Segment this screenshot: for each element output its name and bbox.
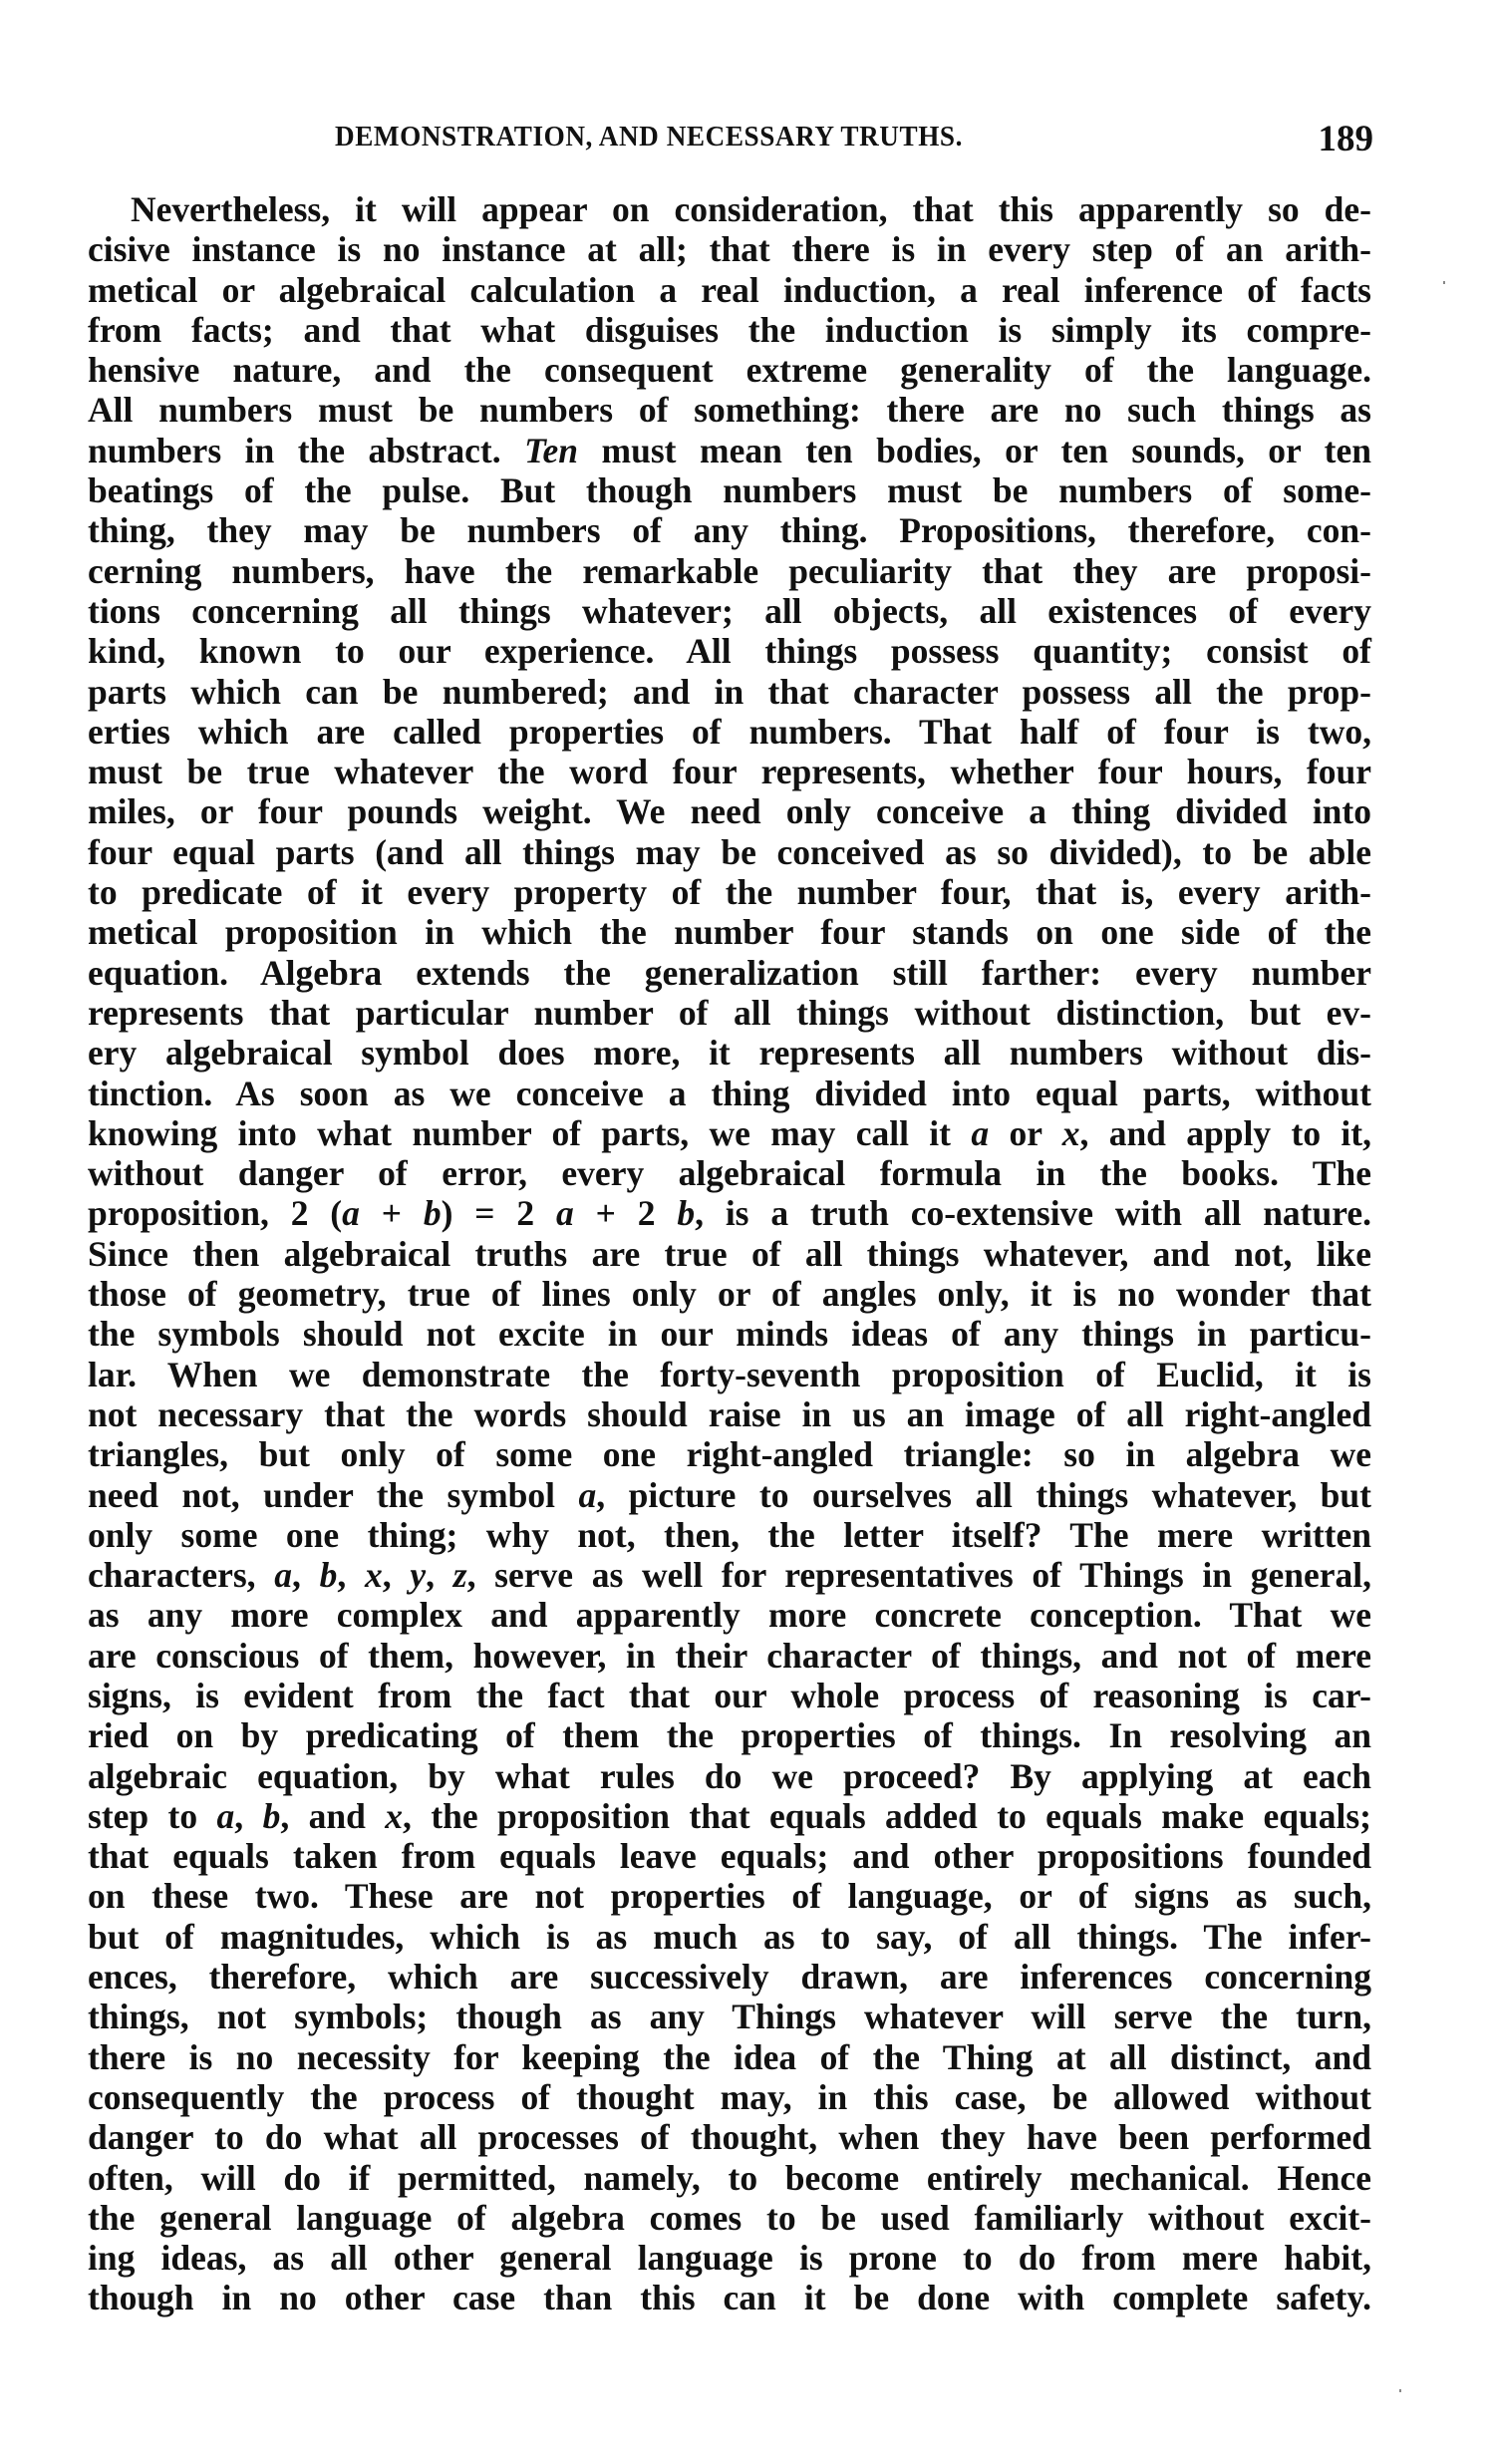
italic-symbol: b	[319, 1555, 338, 1596]
text-segment: or	[989, 1112, 1062, 1153]
text-segment: beatings of the pulse. But though numbers must be numbers of some-	[88, 470, 1371, 511]
text-line	[88, 2158, 1371, 2198]
text-segment: to predicate of it every property of the number four, that is, every arith-	[88, 872, 1371, 913]
text-line	[88, 431, 1371, 470]
text-segment: lar. When we demonstrate the forty-seventh proposition of Euclid, it is	[88, 1354, 1371, 1394]
text-line	[88, 1355, 1371, 1394]
text-line	[88, 1394, 1371, 1434]
text-segment: ried on by predicating of them the properties of things. In resolving an	[88, 1715, 1371, 1756]
text-line	[88, 350, 1371, 390]
text-line	[88, 2037, 1371, 2077]
text-segment: equation. Algebra extends the generalization still farther: every number	[88, 952, 1371, 993]
italic-symbol: Ten	[524, 430, 579, 470]
text-segment: are conscious of them, however, in their character of things, and not of mere	[88, 1635, 1371, 1676]
italic-symbol: x	[365, 1555, 383, 1596]
text-segment: signs, is evident from the fact that our whole process of reasoning is car-	[88, 1675, 1371, 1715]
text-segment: though in no other case than this can it be done with complete safety.	[88, 2278, 1371, 2318]
text-line	[88, 1033, 1371, 1073]
text-segment: , picture to ourselves all things whatever, but	[596, 1474, 1371, 1515]
text-line	[88, 1876, 1371, 1916]
text-line	[88, 1595, 1371, 1635]
text-segment: four equal parts (and all things may be conceived as so divided), to be able	[88, 831, 1371, 872]
text-segment: Nevertheless, it will appear on consideration, that this apparently so de-	[131, 189, 1371, 229]
text-line	[88, 1957, 1371, 1997]
text-line	[88, 229, 1371, 269]
italic-symbol: b	[677, 1193, 696, 1234]
text-segment: hensive nature, and the consequent extreme generality of the language.	[88, 350, 1371, 391]
text-segment: , and	[280, 1795, 386, 1836]
text-line	[88, 1636, 1371, 1676]
text-line	[88, 2238, 1371, 2278]
page-number: 189	[1318, 119, 1373, 159]
text-line	[88, 1193, 1371, 1233]
text-line	[88, 631, 1371, 671]
text-line	[88, 712, 1371, 752]
text-segment: Since then algebraical truths are true of all things whatever, and not, like	[88, 1233, 1371, 1274]
text-line	[88, 1113, 1371, 1153]
text-segment: often, will do if permitted, namely, to become entirely mechanical. Hence	[88, 2157, 1371, 2198]
text-segment: but of magnitudes, which is as much as to say, of all things. The infer-	[88, 1916, 1371, 1957]
text-segment: as any more complex and apparently more concrete conception. That we	[88, 1595, 1371, 1636]
text-segment: those of geometry, true of lines only or of angles only, it is no wonder that	[88, 1274, 1371, 1315]
text-segment: ences, therefore, which are successively drawn, are inferences concerning	[88, 1957, 1371, 1998]
text-line	[88, 390, 1371, 430]
text-segment: characters,	[88, 1555, 275, 1596]
text-line	[88, 672, 1371, 712]
scan-speck	[1399, 2389, 1401, 2392]
text-segment: cisive instance is no instance at all; that there is in every step of an arith-	[88, 229, 1371, 270]
text-segment: without danger of error, every algebraical formula in the books. The	[88, 1153, 1371, 1194]
italic-symbol: a	[274, 1555, 293, 1596]
text-line	[88, 1434, 1371, 1474]
text-segment: All numbers must be numbers of something: there are no such things as	[88, 390, 1371, 431]
text-line	[88, 270, 1371, 310]
text-line	[88, 2198, 1371, 2238]
text-segment: things, not symbols; though as any Things whatever will serve the turn,	[88, 1997, 1371, 2037]
running-head-title: DEMONSTRATION, AND NECESSARY TRUTHS.	[335, 122, 963, 153]
scan-speck	[1443, 281, 1445, 284]
text-line	[88, 310, 1371, 350]
body-paragraph	[88, 189, 1371, 2318]
text-segment: +	[359, 1193, 424, 1234]
text-line	[88, 953, 1371, 993]
text-segment: tions concerning all things whatever; all objects, all existences of every	[88, 590, 1371, 631]
italic-symbol: b	[423, 1193, 442, 1234]
text-segment: , and apply to it,	[1079, 1112, 1371, 1153]
text-segment: metical proposition in which the number four stands on one side of the	[88, 912, 1371, 953]
text-line	[88, 1234, 1371, 1274]
text-line	[88, 1074, 1371, 1113]
italic-symbol: y	[410, 1555, 427, 1596]
italic-symbol: x	[1061, 1112, 1080, 1153]
italic-symbol: a	[342, 1193, 360, 1234]
text-segment: must be true whatever the word four represents, whether four hours, four	[88, 752, 1371, 792]
text-line	[88, 752, 1371, 791]
italic-symbol: a	[216, 1795, 235, 1836]
text-segment: metical or algebraical calculation a real induction, a real inference of facts	[88, 269, 1371, 310]
text-line	[88, 1836, 1371, 1876]
text-line	[88, 1274, 1371, 1314]
text-segment: proposition, 2 (	[88, 1193, 343, 1234]
text-segment: parts which can be numbered; and in that character possess all the prop-	[88, 671, 1371, 712]
text-segment: cerning numbers, have the remarkable peculiarity that they are proposi-	[88, 550, 1371, 591]
text-line	[88, 791, 1371, 831]
italic-symbol: z	[452, 1555, 467, 1596]
text-segment: knowing into what number of parts, we may call it	[88, 1112, 972, 1153]
text-line	[88, 1475, 1371, 1515]
text-segment: miles, or four pounds weight. We need only conceive a thing divided into	[88, 791, 1371, 832]
text-segment: + 2	[573, 1193, 678, 1234]
text-line	[88, 832, 1371, 872]
text-line	[88, 1555, 1371, 1595]
text-line	[88, 1796, 1371, 1836]
text-segment: ery algebraical symbol does more, it represents all numbers without dis-	[88, 1033, 1371, 1074]
text-line	[88, 510, 1371, 550]
text-segment: ing ideas, as all other general language is prone to do from mere habit,	[88, 2238, 1371, 2279]
text-line	[88, 912, 1371, 952]
text-segment: on these two. These are not properties of language, or of signs as such,	[88, 1876, 1371, 1917]
text-segment: numbers in the abstract.	[88, 430, 525, 470]
text-segment: ,	[382, 1555, 411, 1596]
text-segment: that equals taken from equals leave equals; and other propositions founded	[88, 1836, 1371, 1877]
text-segment: , is a truth co-extensive with all nature.	[695, 1193, 1371, 1234]
text-line	[88, 1314, 1371, 1354]
text-line	[88, 2117, 1371, 2157]
text-segment: ) = 2	[441, 1193, 556, 1234]
text-segment: ,	[426, 1555, 453, 1596]
text-line	[88, 1997, 1371, 2036]
text-line	[88, 1756, 1371, 1796]
text-segment: ,	[292, 1555, 320, 1596]
text-line	[88, 1715, 1371, 1755]
text-line	[88, 1515, 1371, 1555]
text-segment: , the proposition that equals added to equals make equals;	[403, 1795, 1371, 1836]
text-segment: erties which are called properties of numbers. That half of four is two,	[88, 711, 1371, 752]
text-segment: triangles, but only of some one right-angled triangle: so in algebra we	[88, 1434, 1371, 1475]
text-line	[88, 470, 1371, 510]
text-line	[88, 1917, 1371, 1957]
text-line	[88, 872, 1371, 912]
text-line	[88, 2278, 1371, 2317]
text-segment: the general language of algebra comes to be used familiarly without excit-	[88, 2197, 1371, 2238]
text-line	[88, 993, 1371, 1033]
text-segment: tinction. As soon as we conceive a thing divided into equal parts, without	[88, 1073, 1371, 1113]
text-line	[88, 591, 1371, 631]
text-segment: danger to do what all processes of thought, when they have been performed	[88, 2117, 1371, 2158]
text-segment: only some one thing; why not, then, the letter itself? The mere written	[88, 1514, 1371, 1555]
text-segment: consequently the process of thought may, in this case, be allowed without	[88, 2076, 1371, 2117]
italic-symbol: a	[971, 1112, 990, 1153]
text-segment: ,	[337, 1555, 365, 1596]
text-segment: from facts; and that what disguises the induction is simply its compre-	[88, 309, 1371, 350]
text-line	[88, 1676, 1371, 1715]
text-segment: not necessary that the words should raise in us an image of all right-angled	[88, 1393, 1371, 1434]
text-line	[88, 551, 1371, 591]
italic-symbol: x	[385, 1795, 404, 1836]
text-segment: algebraic equation, by what rules do we proceed? By applying at each	[88, 1755, 1371, 1796]
text-line	[88, 1153, 1371, 1193]
text-segment: thing, they may be numbers of any thing. Propositions, therefore, con-	[88, 510, 1371, 551]
italic-symbol: b	[262, 1795, 281, 1836]
text-segment: there is no necessity for keeping the idea of the Thing at all distinct, and	[88, 2036, 1371, 2077]
text-segment: must mean ten bodies, or ten sounds, or ten	[578, 430, 1371, 470]
italic-symbol: a	[556, 1193, 574, 1234]
text-segment: represents that particular number of all things without distinction, but ev-	[88, 992, 1371, 1033]
text-line	[88, 189, 1371, 229]
text-segment: the symbols should not excite in our minds ideas of any things in particu-	[88, 1314, 1371, 1355]
italic-symbol: a	[578, 1474, 597, 1515]
text-segment: kind, known to our experience. All things possess quantity; consist of	[88, 631, 1371, 672]
text-segment: need not, under the symbol	[88, 1474, 579, 1515]
text-segment: ,	[234, 1795, 263, 1836]
text-segment: step to	[88, 1795, 217, 1836]
text-line	[88, 2077, 1371, 2117]
text-segment: , serve as well for representatives of Things in general,	[466, 1555, 1371, 1596]
